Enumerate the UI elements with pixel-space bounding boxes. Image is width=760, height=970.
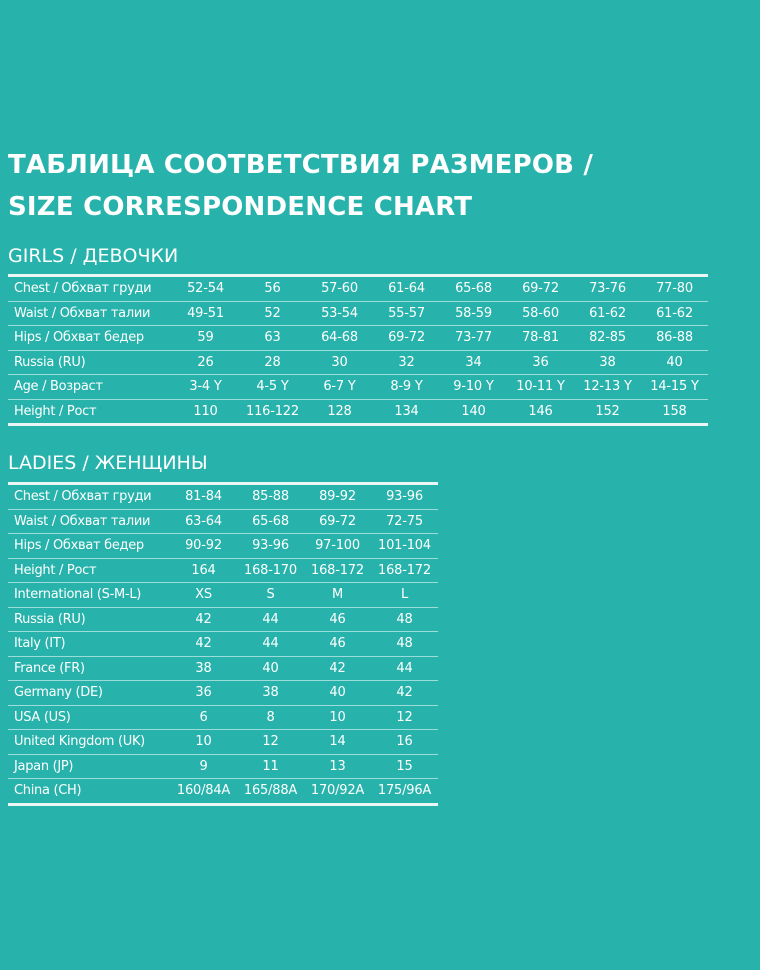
- table-cell: 13: [304, 754, 371, 779]
- table-cell: 40: [304, 681, 371, 706]
- table-row: [8, 534, 438, 559]
- table-row: [8, 705, 438, 730]
- table-cell: 78-81: [507, 326, 574, 351]
- table-cell: 48: [371, 607, 438, 632]
- row-label: Japan (JP): [8, 754, 170, 779]
- table-cell: 116-122: [246, 403, 299, 419]
- table-cell: 165/88A: [243, 783, 298, 799]
- table-row: [8, 754, 438, 779]
- table-cell: 9: [170, 754, 237, 779]
- table-cell: 56: [239, 276, 306, 302]
- table-cell: 160/84A: [176, 783, 231, 799]
- row-label: Hips / Обхват бедер: [8, 534, 170, 559]
- table-row: [8, 779, 438, 805]
- table-cell: 28: [239, 350, 306, 375]
- table-cell: 46: [304, 632, 371, 657]
- table-cell: 42: [170, 632, 237, 657]
- table-cell: 49-51: [172, 301, 239, 326]
- table-cell: S: [237, 583, 304, 608]
- table-cell: 38: [237, 681, 304, 706]
- table-cell: 61-62: [641, 301, 708, 326]
- table-cell: 86-88: [641, 326, 708, 351]
- ladies-size-table: [8, 482, 438, 806]
- row-label: USA (US): [8, 705, 170, 730]
- table-cell: 4-5 Y: [239, 375, 306, 400]
- table-cell: L: [371, 583, 438, 608]
- table-cell: 72-75: [371, 509, 438, 534]
- table-cell: 14-15 Y: [641, 375, 708, 400]
- table-row: [8, 607, 438, 632]
- table-cell: 3-4 Y: [172, 375, 239, 400]
- table-cell: 89-92: [304, 484, 371, 510]
- table-cell: 93-96: [371, 484, 438, 510]
- table-cell: M: [304, 583, 371, 608]
- table-cell: 8: [237, 705, 304, 730]
- table-cell: 16: [371, 730, 438, 755]
- table-cell: 58-59: [440, 301, 507, 326]
- table-cell: 36: [507, 350, 574, 375]
- table-cell: 57-60: [306, 276, 373, 302]
- table-cell: 158: [662, 403, 687, 419]
- table-cell: 77-80: [641, 276, 708, 302]
- row-label: United Kingdom (UK): [8, 730, 170, 755]
- table-cell: 53-54: [306, 301, 373, 326]
- row-label: Age / Возраст: [8, 375, 172, 400]
- table-cell: 90-92: [170, 534, 237, 559]
- table-cell: 8-9 Y: [373, 375, 440, 400]
- table-cell: 10: [304, 705, 371, 730]
- girls-size-table: [8, 274, 708, 426]
- table-cell: 63-64: [170, 509, 237, 534]
- table-cell: 6: [170, 705, 237, 730]
- table-cell: 44: [237, 632, 304, 657]
- table-cell: 58-60: [507, 301, 574, 326]
- row-label: Russia (RU): [8, 350, 172, 375]
- table-cell: 52: [239, 301, 306, 326]
- row-label: Height / Рост: [14, 403, 97, 419]
- table-row: [8, 326, 708, 351]
- table-row: [8, 509, 438, 534]
- table-cell: 168-172: [304, 558, 371, 583]
- table-cell: 36: [170, 681, 237, 706]
- table-cell: 42: [371, 681, 438, 706]
- row-label: Waist / Обхват талии: [8, 301, 172, 326]
- table-cell: 73-77: [440, 326, 507, 351]
- table-cell: 12: [371, 705, 438, 730]
- table-cell: 64-68: [306, 326, 373, 351]
- table-cell: 38: [574, 350, 641, 375]
- table-cell: 170/92A: [310, 783, 365, 799]
- table-cell: 10: [170, 730, 237, 755]
- table-cell: 14: [304, 730, 371, 755]
- table-row: [8, 632, 438, 657]
- table-cell: 30: [306, 350, 373, 375]
- table-cell: 164: [170, 558, 237, 583]
- table-row: [8, 681, 438, 706]
- table-cell: 73-76: [574, 276, 641, 302]
- table-row: [8, 583, 438, 608]
- table-cell: XS: [170, 583, 237, 608]
- table-cell: 175/96A: [377, 783, 432, 799]
- table-cell: 52-54: [172, 276, 239, 302]
- table-cell: 9-10 Y: [440, 375, 507, 400]
- table-row: [8, 276, 708, 302]
- table-row: [8, 656, 438, 681]
- table-cell: 42: [304, 656, 371, 681]
- table-row: [8, 558, 438, 583]
- girls-section-heading: GIRLS / ДЕВОЧКИ: [8, 245, 179, 267]
- table-cell: 40: [641, 350, 708, 375]
- table-cell: 168-170: [237, 558, 304, 583]
- table-cell: 42: [170, 607, 237, 632]
- row-label: Germany (DE): [8, 681, 170, 706]
- row-label: International (S-M-L): [8, 583, 170, 608]
- table-cell: 69-72: [373, 326, 440, 351]
- table-row: [8, 375, 708, 400]
- table-cell: 12: [237, 730, 304, 755]
- table-cell: 6-7 Y: [306, 375, 373, 400]
- row-label: Chest / Обхват груди: [8, 276, 172, 302]
- row-label: Hips / Обхват бедер: [8, 326, 172, 351]
- table-cell: 32: [373, 350, 440, 375]
- table-cell: 93-96: [237, 534, 304, 559]
- table-cell: 46: [304, 607, 371, 632]
- table-cell: 101-104: [371, 534, 438, 559]
- table-cell: 40: [237, 656, 304, 681]
- table-cell: 134: [394, 403, 419, 419]
- table-cell: 12-13 Y: [574, 375, 641, 400]
- table-row: [8, 484, 438, 510]
- table-cell: 146: [528, 403, 553, 419]
- girls-table-body: [8, 276, 708, 425]
- table-cell: 82-85: [574, 326, 641, 351]
- ladies-section-heading: LADIES / ЖЕНЩИНЫ: [8, 452, 208, 474]
- table-cell: 10-11 Y: [507, 375, 574, 400]
- table-cell: 128: [327, 403, 352, 419]
- table-cell: 55-57: [373, 301, 440, 326]
- row-label: Italy (IT): [8, 632, 170, 657]
- table-cell: 61-64: [373, 276, 440, 302]
- table-cell: 63: [239, 326, 306, 351]
- table-cell: 44: [371, 656, 438, 681]
- table-row: [8, 730, 438, 755]
- row-label: Chest / Обхват груди: [8, 484, 170, 510]
- table-cell: 69-72: [304, 509, 371, 534]
- table-cell: 34: [440, 350, 507, 375]
- table-cell: 26: [172, 350, 239, 375]
- table-cell: 65-68: [440, 276, 507, 302]
- row-label: France (FR): [8, 656, 170, 681]
- table-cell: 81-84: [170, 484, 237, 510]
- table-cell: 97-100: [304, 534, 371, 559]
- table-cell: 38: [170, 656, 237, 681]
- table-cell: 65-68: [237, 509, 304, 534]
- table-cell: 61-62: [574, 301, 641, 326]
- table-cell: 59: [172, 326, 239, 351]
- table-cell: 152: [595, 403, 620, 419]
- table-cell: 85-88: [237, 484, 304, 510]
- page-title: [8, 144, 593, 228]
- table-row: [8, 399, 708, 425]
- row-label: Russia (RU): [8, 607, 170, 632]
- table-row: [8, 301, 708, 326]
- table-cell: 15: [371, 754, 438, 779]
- table-row: [8, 350, 708, 375]
- page-title-line-2: SIZE CORRESPONDENCE CHART: [8, 192, 473, 222]
- table-cell: 69-72: [507, 276, 574, 302]
- table-cell: 44: [237, 607, 304, 632]
- page-title-line-1: ТАБЛИЦА СООТВЕТСТВИЯ РАЗМЕРОВ /: [8, 150, 594, 180]
- table-cell: 168-172: [371, 558, 438, 583]
- row-label: Waist / Обхват талии: [8, 509, 170, 534]
- table-cell: 110: [193, 403, 218, 419]
- ladies-table-body: [8, 484, 438, 805]
- row-label: Height / Рост: [8, 558, 170, 583]
- table-cell: 140: [461, 403, 486, 419]
- table-cell: 48: [371, 632, 438, 657]
- table-cell: 11: [237, 754, 304, 779]
- row-label: China (CH): [14, 783, 82, 799]
